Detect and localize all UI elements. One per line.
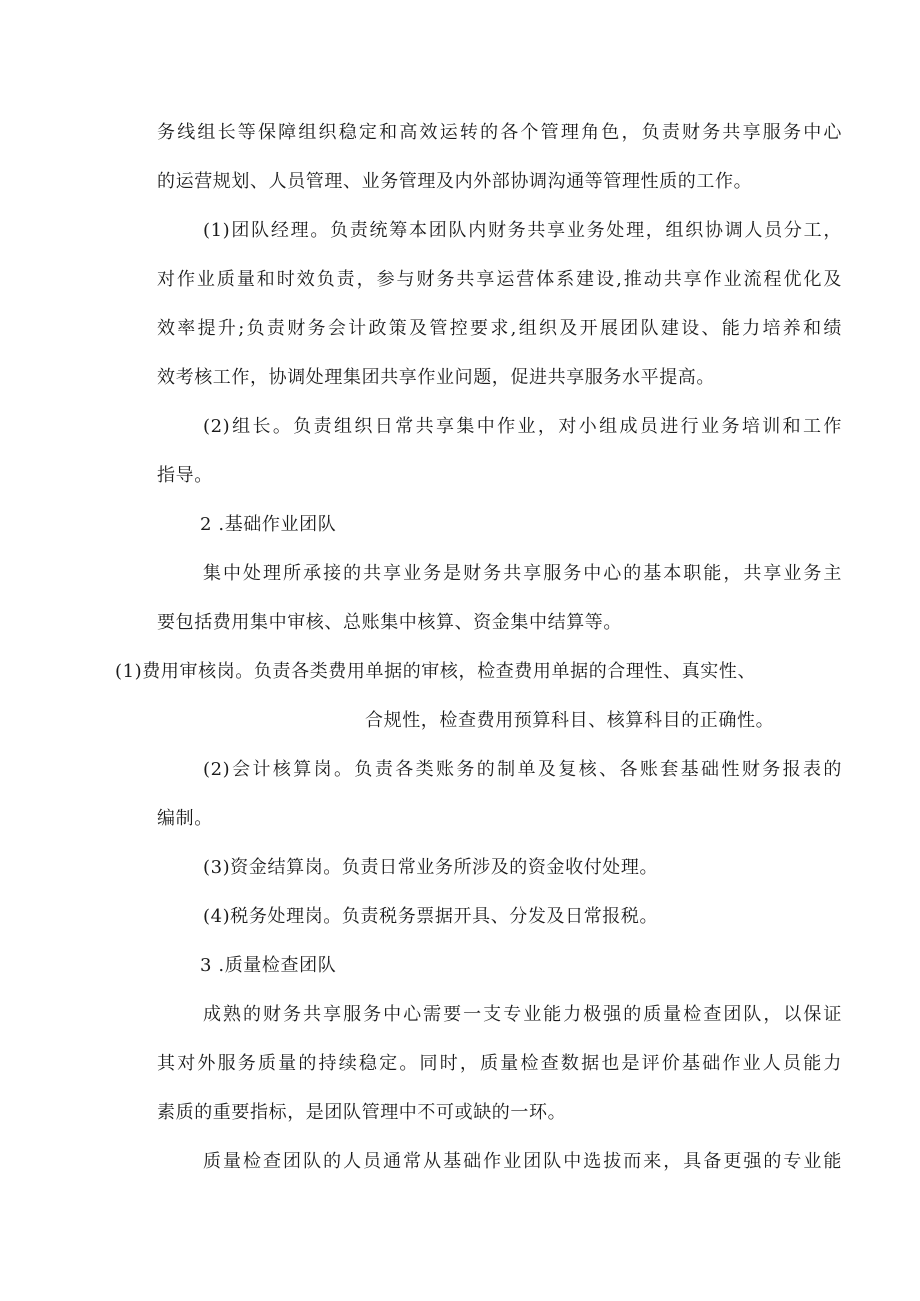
paragraph-line: 集中处理所承接的共享业务是财务共享服务中心的基本职能，共享业务主: [203, 563, 842, 584]
paragraph-line: 指导。: [157, 465, 213, 486]
paragraph-line: 的运营规划、人员管理、业务管理及内外部协调沟通等管理性质的工作。: [157, 171, 753, 192]
paragraph-line: 效考核工作，协调处理集团共享作业问题，促进共享服务水平提高。: [157, 367, 715, 388]
paragraph-line: 其对外服务质量的持续稳定。同时，质量检查数据也是评价基础作业人员能力: [157, 1053, 842, 1074]
paragraph-line: (4)税务处理岗。负责税务票据开具、分发及日常报税。: [203, 906, 659, 927]
paragraph-line: 效率提升;负责财务会计政策及管控要求,组织及开展团队建设、能力培养和绩: [157, 318, 842, 339]
paragraph-line: 对作业质量和时效负责，参与财务共享运营体系建设,推动共享作业流程优化及: [157, 269, 842, 290]
paragraph-line: (3)资金结算岗。负责日常业务所涉及的资金收付处理。: [203, 857, 659, 878]
paragraph-line: 务线组长等保障组织稳定和高效运转的各个管理角色，负责财务共享服务中心: [157, 122, 842, 143]
paragraph-line: (2)会计核算岗。负责各类账务的制单及复核、各账套基础性财务报表的: [203, 759, 842, 780]
paragraph-line: (1)团队经理。负责统筹本团队内财务共享业务处理，组织协调人员分工，: [203, 220, 842, 241]
section-heading: 3 .质量检查团队: [200, 955, 337, 976]
paragraph-line: (2)组长。负责组织日常共享集中作业，对小组成员进行业务培训和工作: [203, 416, 842, 437]
paragraph-line: 素质的重要指标，是团队管理中不可或缺的一环。: [157, 1102, 567, 1123]
section-heading: 2 .基础作业团队: [200, 514, 337, 535]
paragraph-line: 质量检查团队的人员通常从基础作业团队中选拔而来，具备更强的专业能: [203, 1151, 842, 1172]
paragraph-line: 要包括费用集中审核、总账集中核算、资金集中结算等。: [157, 612, 622, 633]
paragraph-line: 合规性，检查费用预算科目、核算科目的正确性。: [365, 710, 775, 731]
paragraph-line: 成熟的财务共享服务中心需要一支专业能力极强的质量检查团队，以保证: [203, 1004, 842, 1025]
paragraph-line: 编制。: [157, 808, 213, 829]
paragraph-line: (1)费用审核岗。负责各类费用单据的审核，检查费用单据的合理性、真实性、: [115, 661, 757, 682]
